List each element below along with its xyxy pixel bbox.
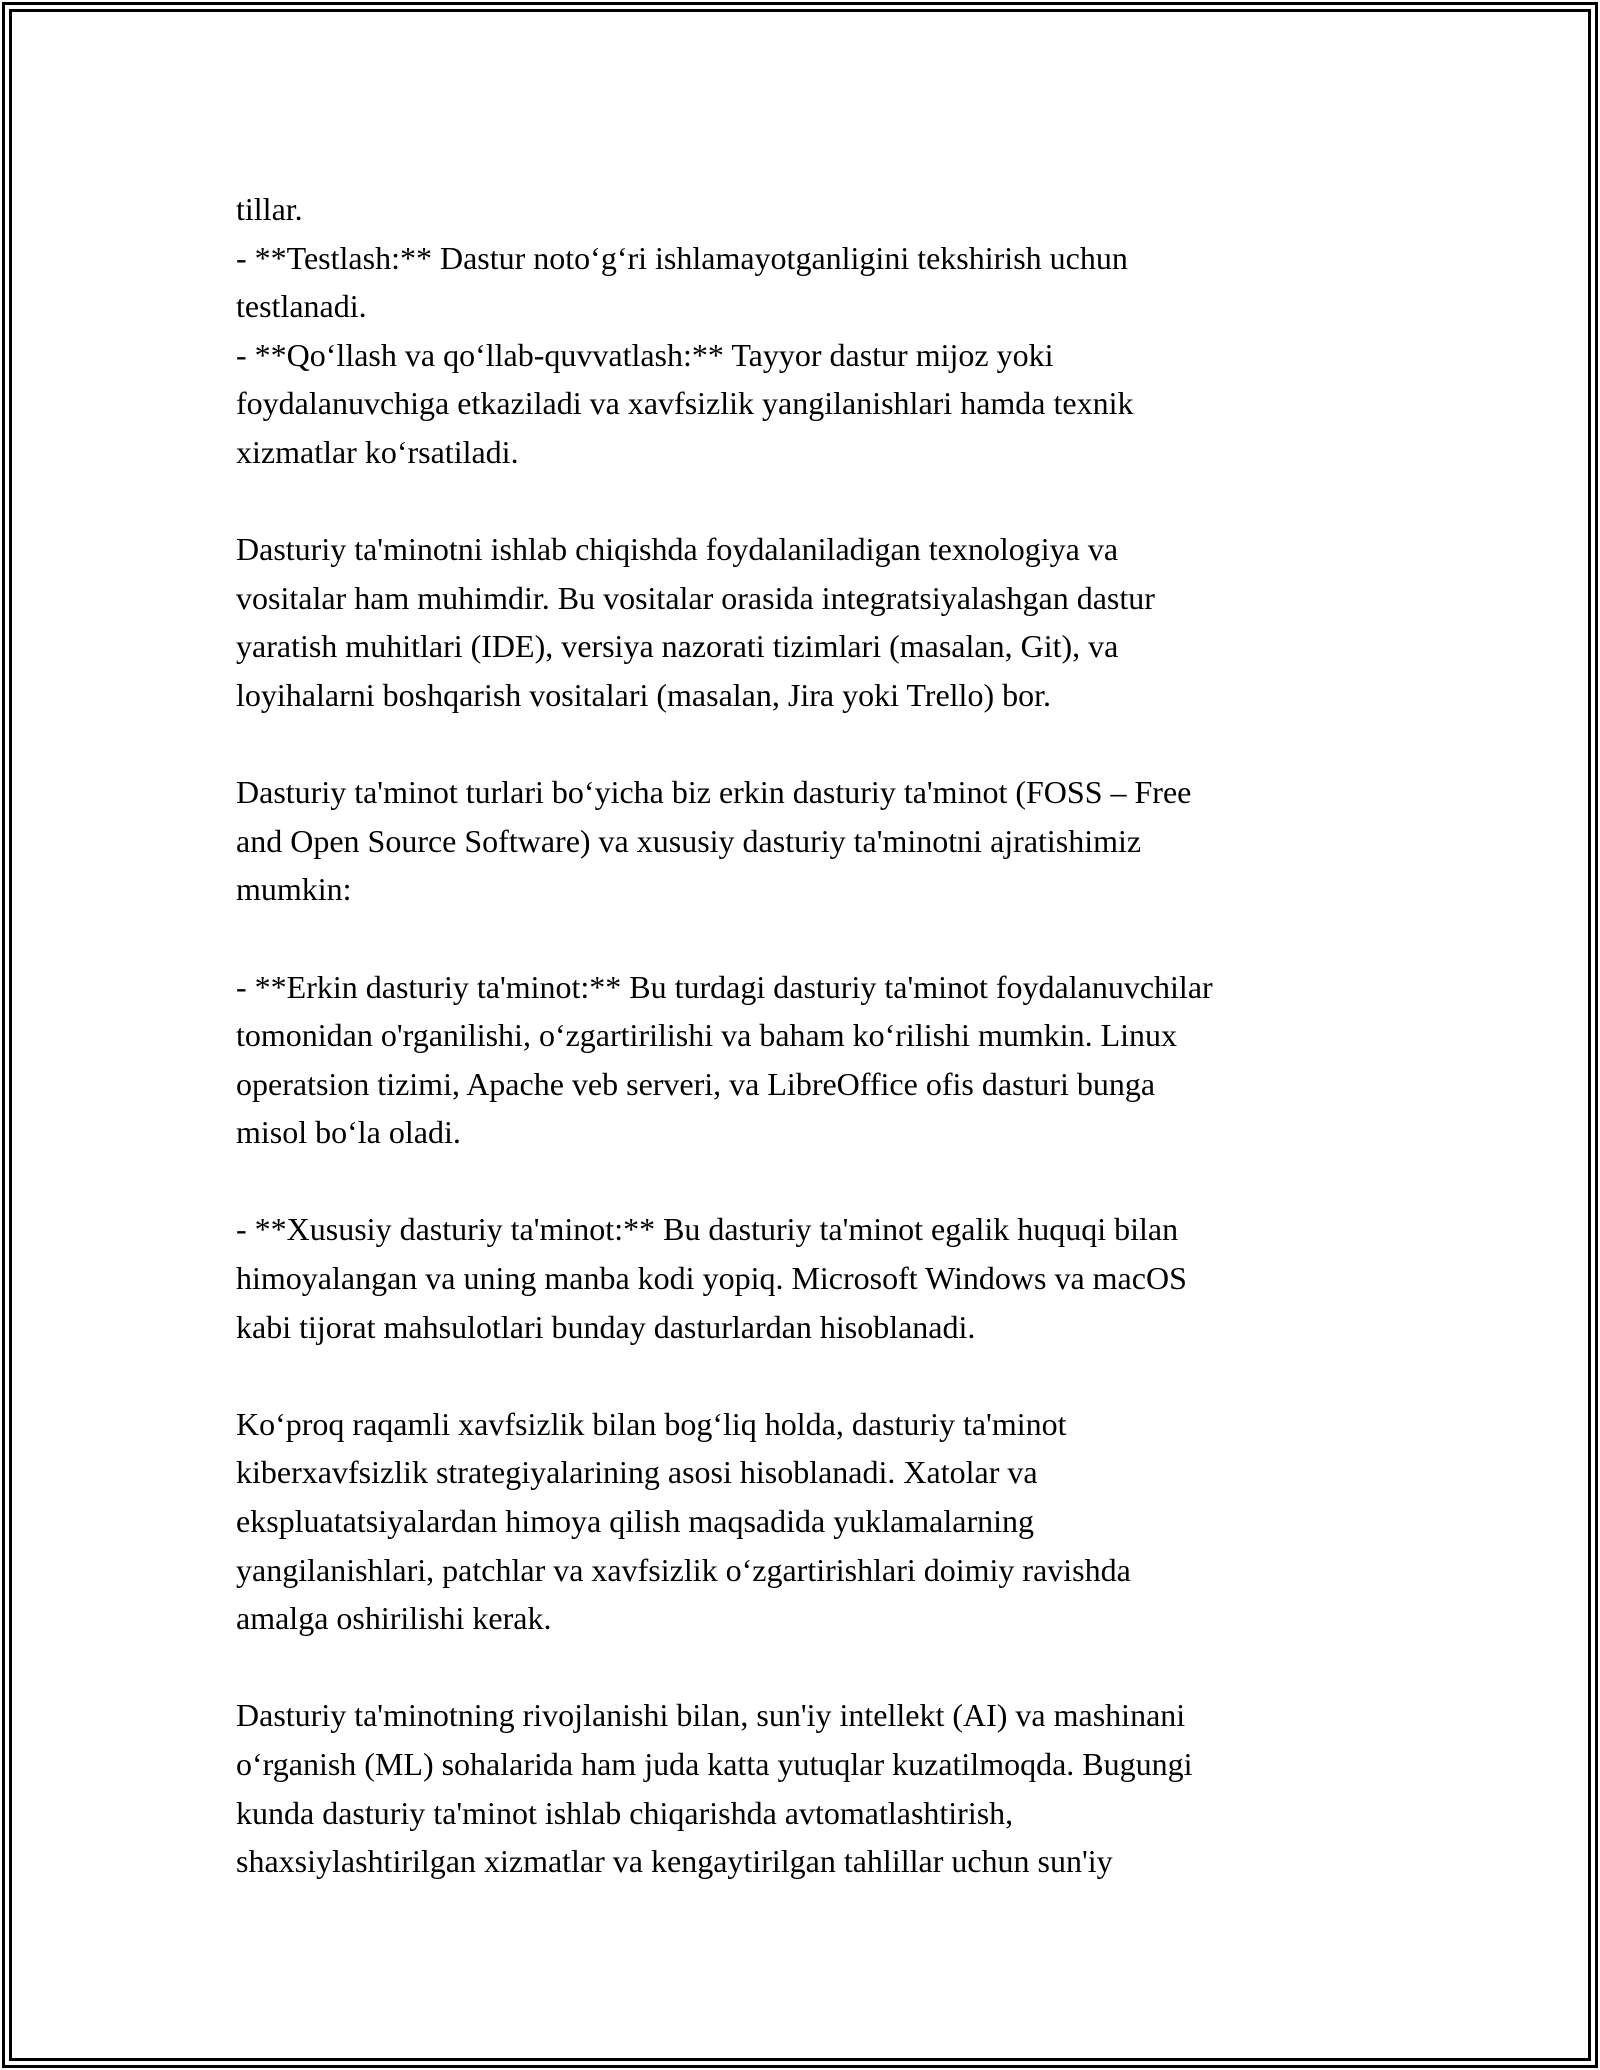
- text-line: Dasturiy ta'minotni ishlab chiqishda foydalaniladigan texnologiya va: [236, 531, 1119, 568]
- text-line: amalga oshirilishi kerak.: [236, 1600, 552, 1637]
- text-line: vositalar ham muhimdir. Bu vositalar orasida integratsiyalashgan dastur: [236, 579, 1155, 616]
- text-line: kunda dasturiy ta'minot ishlab chiqarishda avtomatlashtirish,: [236, 1794, 1014, 1831]
- text-line: yangilanishlari, patchlar va xavfsizlik o‘zgartirishlari doimiy ravishda: [236, 1551, 1131, 1588]
- text-line: Dasturiy ta'minot turlari bo‘yicha biz erkin dasturiy ta'minot (FOSS – Free: [236, 774, 1192, 811]
- document-body: [236, 185, 1376, 1886]
- text-line: misol bo‘la oladi.: [236, 1114, 461, 1151]
- text-line: and Open Source Software) va xususiy dasturiy ta'minotni ajratishimiz: [236, 822, 1142, 859]
- paragraph-gap: [236, 914, 1376, 963]
- text-line: loyihalarni boshqarish vositalari (masalan, Jira yoki Trello) bor.: [236, 676, 1051, 713]
- text-line: yaratish muhitlari (IDE), versiya nazorati tizimlari (masalan, Git), va: [236, 628, 1119, 665]
- text-line: operatsion tizimi, Apache veb serveri, va LibreOffice ofis dasturi bunga: [236, 1065, 1156, 1102]
- text-line: - **Xususiy dasturiy ta'minot:** Bu dasturiy ta'minot egalik huquqi bilan: [236, 1211, 1179, 1248]
- text-line: xizmatlar ko‘rsatiladi.: [236, 433, 519, 470]
- text-line: foydalanuvchiga etkaziladi va xavfsizlik yangilanishlari hamda texnik: [236, 385, 1134, 422]
- text-line: testlanadi.: [236, 288, 367, 325]
- paragraph-gap: [236, 477, 1376, 526]
- text-line: himoyalangan va uning manba kodi yopiq. Microsoft Windows va macOS: [236, 1260, 1187, 1297]
- text-line: - **Testlash:** Dastur noto‘g‘ri ishlamayotganligini tekshirish uchun: [236, 239, 1128, 276]
- text-line: Dasturiy ta'minotning rivojlanishi bilan, sun'iy intellekt (AI) va mashinani: [236, 1697, 1186, 1734]
- text-line: kiberxavfsizlik strategiyalarining asosi hisoblanadi. Xatolar va: [236, 1454, 1038, 1491]
- text-line: Ko‘proq raqamli xavfsizlik bilan bog‘liq holda, dasturiy ta'minot: [236, 1405, 1067, 1442]
- text-line: ekspluatatsiyalardan himoya qilish maqsadida yuklamalarning: [236, 1503, 1035, 1540]
- text-line: kabi tijorat mahsulotlari bunday dasturlardan hisoblanadi.: [236, 1308, 976, 1345]
- paragraph-gap: [236, 1157, 1376, 1206]
- text-line: o‘rganish (ML) sohalarida ham juda katta yutuqlar kuzatilmoqda. Bugungi: [236, 1746, 1193, 1782]
- paragraph-gap: [236, 720, 1376, 769]
- paragraph-gap: [236, 1351, 1376, 1400]
- text-line: tillar.: [236, 191, 303, 227]
- text-line: tomonidan o'rganilishi, o‘zgartirilishi va baham ko‘rilishi mumkin. Linux: [236, 1017, 1178, 1054]
- text-line: mumkin:: [236, 871, 352, 908]
- text-line: - **Qo‘llash va qo‘llab-quvvatlash:** Tayyor dastur mijoz yoki: [236, 336, 1054, 373]
- text-line: shaxsiylashtirilgan xizmatlar va kengaytirilgan tahlillar uchun sun'iy: [236, 1843, 1113, 1880]
- paragraph-gap: [236, 1643, 1376, 1692]
- text-line: - **Erkin dasturiy ta'minot:** Bu turdagi dasturiy ta'minot foydalanuvchilar: [236, 968, 1213, 1005]
